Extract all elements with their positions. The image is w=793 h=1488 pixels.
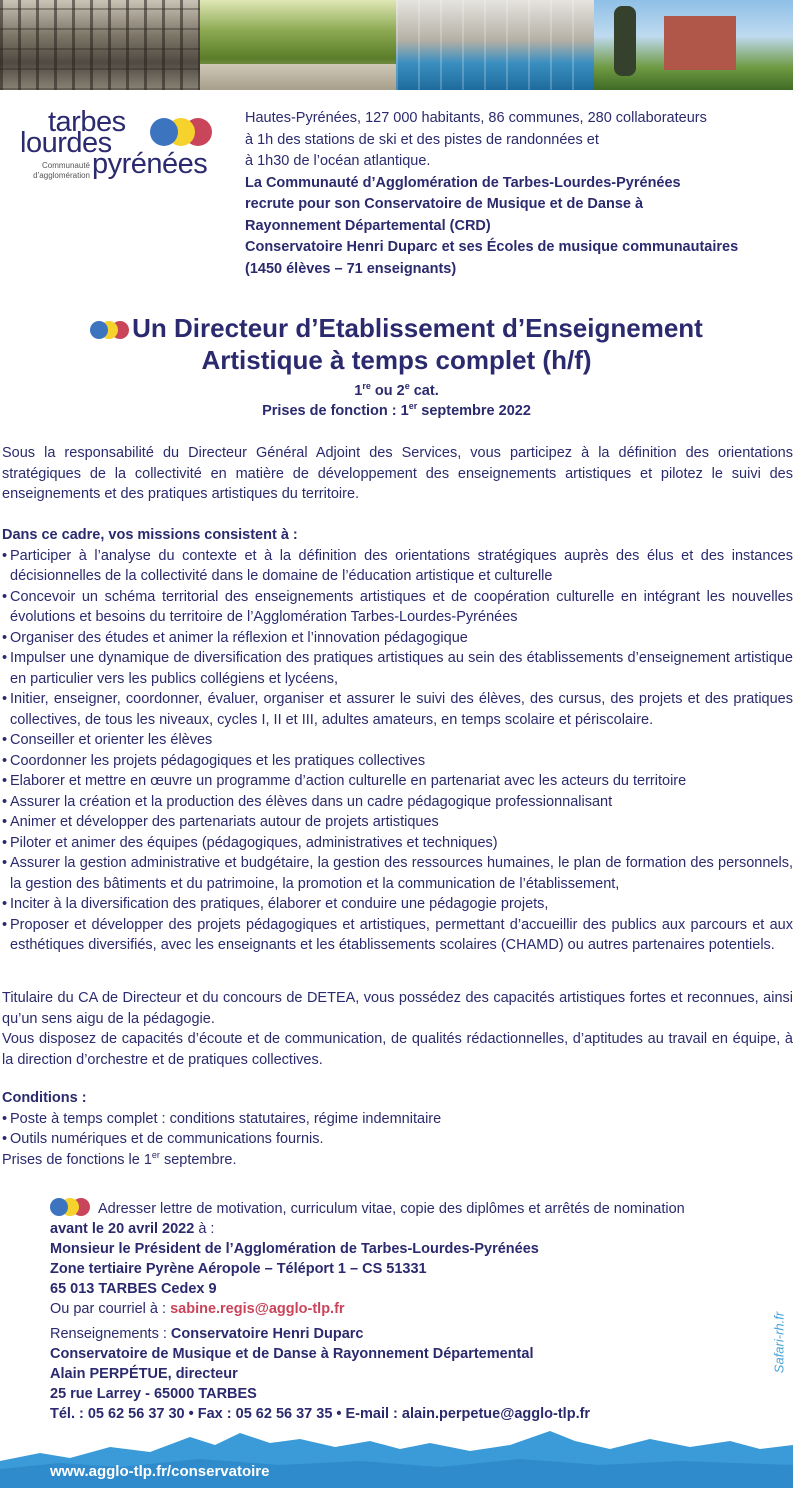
info-line: Renseignements : Conservatoire Henri Duparc: [50, 1326, 364, 1342]
mission-item: • Participer à l’analyse du contexte et à la définition des orientations stratégiques auprès des élus et des instances décisionnelles de la collectivité dans le domaine de l’éducation artistique et culturelle: [2, 546, 793, 587]
mission-item: • Coordonner les projets pédagogiques et les pratiques collectives: [2, 751, 793, 772]
watermark-text: Safari-rh.fr: [771, 1311, 787, 1374]
intro-bold-line: Conservatoire Henri Duparc et ses Écoles de musique communautaires: [245, 239, 739, 255]
photo-swimming-pool: [396, 0, 594, 90]
mission-item: • Concevoir un schéma territorial des enseignements artistiques et de coopération culturelle en intégrant les nouvelles évolutions et besoins du territoire de l’Agglomération Tarbes-Lourdes-Pyrénées: [2, 587, 793, 628]
intro-bold-line: recrute pour son Conservatoire de Musique et de Danse à: [245, 196, 644, 212]
intro-line: à 1h des stations de ski et des pistes de randonnées et: [245, 131, 599, 148]
footer-url-link[interactable]: www.agglo-tlp.fr/conservatoire: [50, 1463, 270, 1480]
watermark: [770, 1300, 790, 1390]
intro-paragraph: [2, 443, 793, 505]
apply-deadline: avant le 20 avril 2022 à :: [50, 1221, 215, 1237]
logo-word-pyrenees: pyrénées: [92, 148, 208, 180]
mission-item: • Assurer la gestion administrative et budgétaire, la gestion des ressources humaines, le plan de formation des personnels, la gestion des bâtiments et du patrimoine, la promotion et la communication de l’établissement,: [2, 853, 793, 894]
intro-bold-line: La Communauté d’Agglomération de Tarbes-Lourdes-Pyrénées: [245, 174, 681, 191]
apply-address-line: 65 013 TARBES Cedex 9: [50, 1281, 217, 1297]
mission-item: • Piloter et animer des équipes (pédagogiques, administratives et techniques): [2, 833, 793, 854]
conditions-start-date: Prises de fonctions le 1er septembre.: [2, 1149, 237, 1168]
mission-item: • Impulser une dynamique de diversification des pratiques artistiques au sein des établissements d’enseignement artistique en particulier vers les publics collégiens et lycéens,: [2, 648, 793, 689]
photo-market-hall: [0, 0, 200, 90]
intro-paragraph-text: Sous la responsabilité du Directeur Général Adjoint des Services, vous participez à la définition des orientations stratégiques de la collectivité en matière de développement des enseignements artistiques et pilotez le suivi des enseignements et des pratiques artistiques du territoire.: [2, 445, 793, 502]
logo-subtitle-line2: d’agglomération: [33, 171, 90, 180]
info-line: Conservatoire de Musique et de Danse à Rayonnement Départemental: [50, 1346, 534, 1362]
mission-item: • Conseiller et orienter les élèves: [2, 730, 793, 751]
mission-item: • Initier, enseigner, coordonner, évaluer, organiser et assurer le suivi des élèves, des cursus, des projets et des pratiques collectives, de tous les niveaux, cycles I, II et III, adultes amateurs, en temps scolaire et périscolaire.: [2, 689, 793, 730]
intro-bold-line: (1450 élèves – 71 enseignants): [245, 260, 457, 277]
missions-section: [2, 525, 793, 956]
conditions-list: [2, 1109, 793, 1150]
logo-dots-icon: [150, 118, 214, 146]
mission-item: • Inciter à la diversification des pratiques, élaborer et conduire une pédagogie projets,: [2, 894, 793, 915]
logo-subtitle-line1: Communauté: [41, 161, 90, 170]
mission-item: • Assurer la création et la production des élèves dans un cadre pédagogique professionnalisant: [2, 792, 793, 813]
conditions-section: [2, 1088, 793, 1170]
info-line: Alain PERPÉTUE, directeur: [50, 1366, 238, 1382]
apply-email-link[interactable]: sabine.regis@agglo-tlp.fr: [170, 1301, 345, 1317]
apply-dots-icon: [50, 1198, 92, 1216]
application-section: [50, 1198, 785, 1424]
job-title-line2: Artistique à temps complet (h/f): [201, 345, 592, 375]
profile-paragraph: Vous disposez de capacités d’écoute et de communication, de qualités rédactionnelles, d’aptitudes au travail en équipe, à la direction d’orchestre et de pratiques collectives.: [2, 1031, 793, 1068]
mission-item: • Animer et développer des partenariats autour de projets artistiques: [2, 812, 793, 833]
profile-paragraph: Titulaire du CA de Directeur et du concours de DETEA, vous possédez des capacités artistiques fortes et reconnues, ainsi qu’un sens aigu de la pédagogie.: [2, 990, 793, 1027]
missions-heading: Dans ce cadre, vos missions consistent à :: [2, 527, 298, 543]
logo-word-tarbes: tarbes: [48, 106, 126, 138]
condition-item: • Outils numériques et de communications fournis.: [2, 1129, 793, 1150]
mission-item: • Organiser des études et animer la réflexion et l’innovation pédagogique: [2, 628, 793, 649]
apply-instructions: Adresser lettre de motivation, curriculum vitae, copie des diplômes et arrêtés de nomination: [50, 1198, 785, 1219]
missions-list: [2, 546, 793, 956]
job-title-text1: Un Directeur d’Etablissement d’Enseignement: [132, 313, 703, 343]
info-contact-line: Tél. : 05 62 56 37 30 • Fax : 05 62 56 37 35 • E-mail : alain.perpetue@agglo-tlp.fr: [50, 1406, 591, 1422]
logo-word-lourdes: lourdes: [20, 127, 112, 159]
profile-section: [2, 988, 793, 1070]
apply-email-line: Ou par courriel à : sabine.regis@agglo-tlp.fr: [50, 1301, 345, 1317]
info-line: 25 rue Larrey - 65000 TARBES: [50, 1386, 257, 1402]
intro-line: à 1h30 de l’océan atlantique.: [245, 153, 431, 169]
job-start-date: Prises de fonction : 1er septembre 2022: [262, 401, 531, 419]
intro-bold-line: Rayonnement Départemental (CRD): [245, 217, 491, 234]
agglomeration-logo: [20, 108, 220, 188]
apply-address-line: Monsieur le Président de l’Agglomération de Tarbes-Lourdes-Pyrénées: [50, 1241, 539, 1257]
condition-item: • Poste à temps complet : conditions statutaires, régime indemnitaire: [2, 1109, 793, 1130]
footer-mountains: [0, 1425, 793, 1488]
title-dots-icon: [90, 321, 130, 339]
mission-item: • Proposer et développer des projets pédagogiques et artistiques, permettant d’accueillir des publics aux parcours et aux esthétiques diversifiés, avec les enseignants et les établissements scolaires (CHAMD) ou autres partenaires potentiels.: [2, 915, 793, 956]
job-title-line1: [0, 311, 793, 345]
intro-block: [245, 108, 785, 280]
photo-statue-building: [594, 0, 793, 90]
logo-subtitle: [20, 161, 90, 181]
mission-item: • Elaborer et mettre en œuvre un programme d’action culturelle en partenariat avec les acteurs du territoire: [2, 771, 793, 792]
header-photo-banner: [0, 0, 793, 90]
intro-line: Hautes-Pyrénées, 127 000 habitants, 86 communes, 280 collaborateurs: [245, 110, 707, 126]
photo-park-path: [200, 0, 396, 90]
conditions-heading: Conditions :: [2, 1090, 87, 1106]
apply-address-line: Zone tertiaire Pyrène Aéropole – Téléport 1 – CS 51331: [50, 1261, 427, 1277]
job-category: 1re ou 2e cat.: [354, 381, 439, 399]
